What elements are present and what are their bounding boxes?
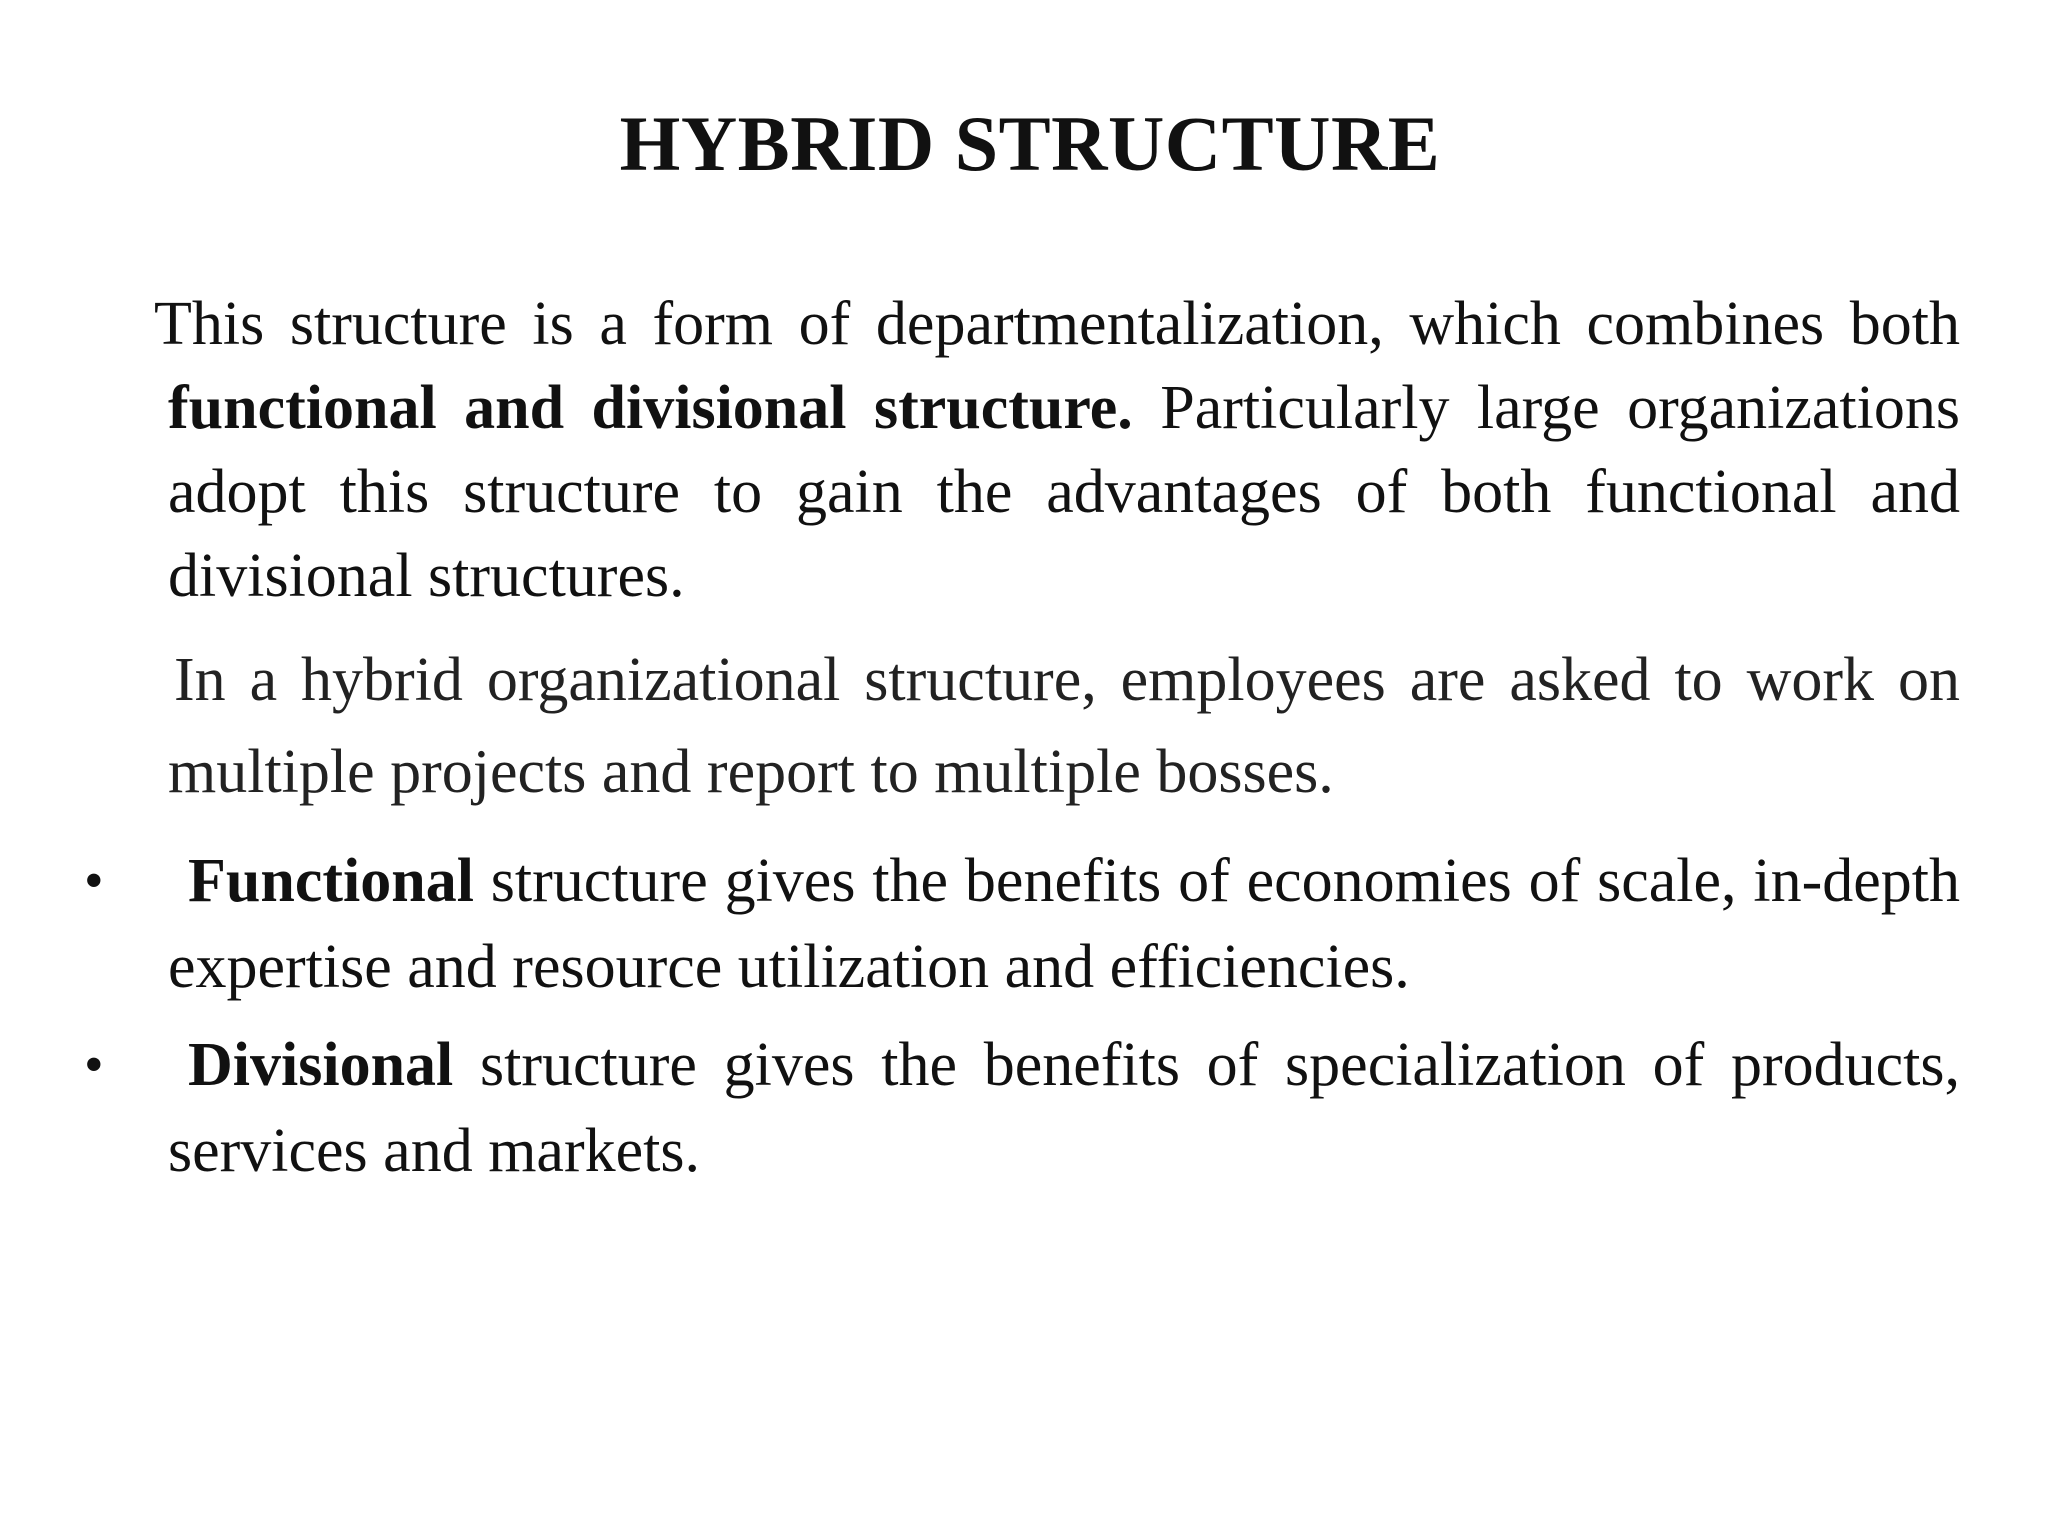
intro-text-end: Particularly large organizations adopt this structure to gain the advantages of both functional and divisional structures. — [168, 374, 1960, 610]
bullet-functional — [84, 838, 1960, 1010]
intro-paragraph — [154, 282, 1960, 618]
bullet-divisional-text: structure gives the benefits of specialization of products, services and markets. — [168, 1031, 1960, 1185]
bullet-divisional — [84, 1022, 1960, 1194]
intro-text-start: This structure is a form of departmentalization, which combines both — [154, 290, 1960, 358]
bullet-functional-text: structure gives the benefits of economies of scale, in-depth expertise and resource utilization and efficiencies. — [168, 847, 1960, 1001]
bullet-marker: • — [84, 850, 104, 912]
intro-bold-phrase: functional and divisional structure. — [168, 374, 1133, 442]
slide-title: HYBRID STRUCTURE — [619, 100, 1441, 187]
bullet-functional-bold: Functional — [188, 847, 474, 915]
bullet-divisional-bold: Divisional — [188, 1031, 454, 1099]
hybrid-paragraph: In a hybrid organizational structure, employees are asked to work on multiple projects and report to multiple bosses. — [168, 646, 1960, 806]
bullet-marker: • — [84, 1034, 104, 1096]
